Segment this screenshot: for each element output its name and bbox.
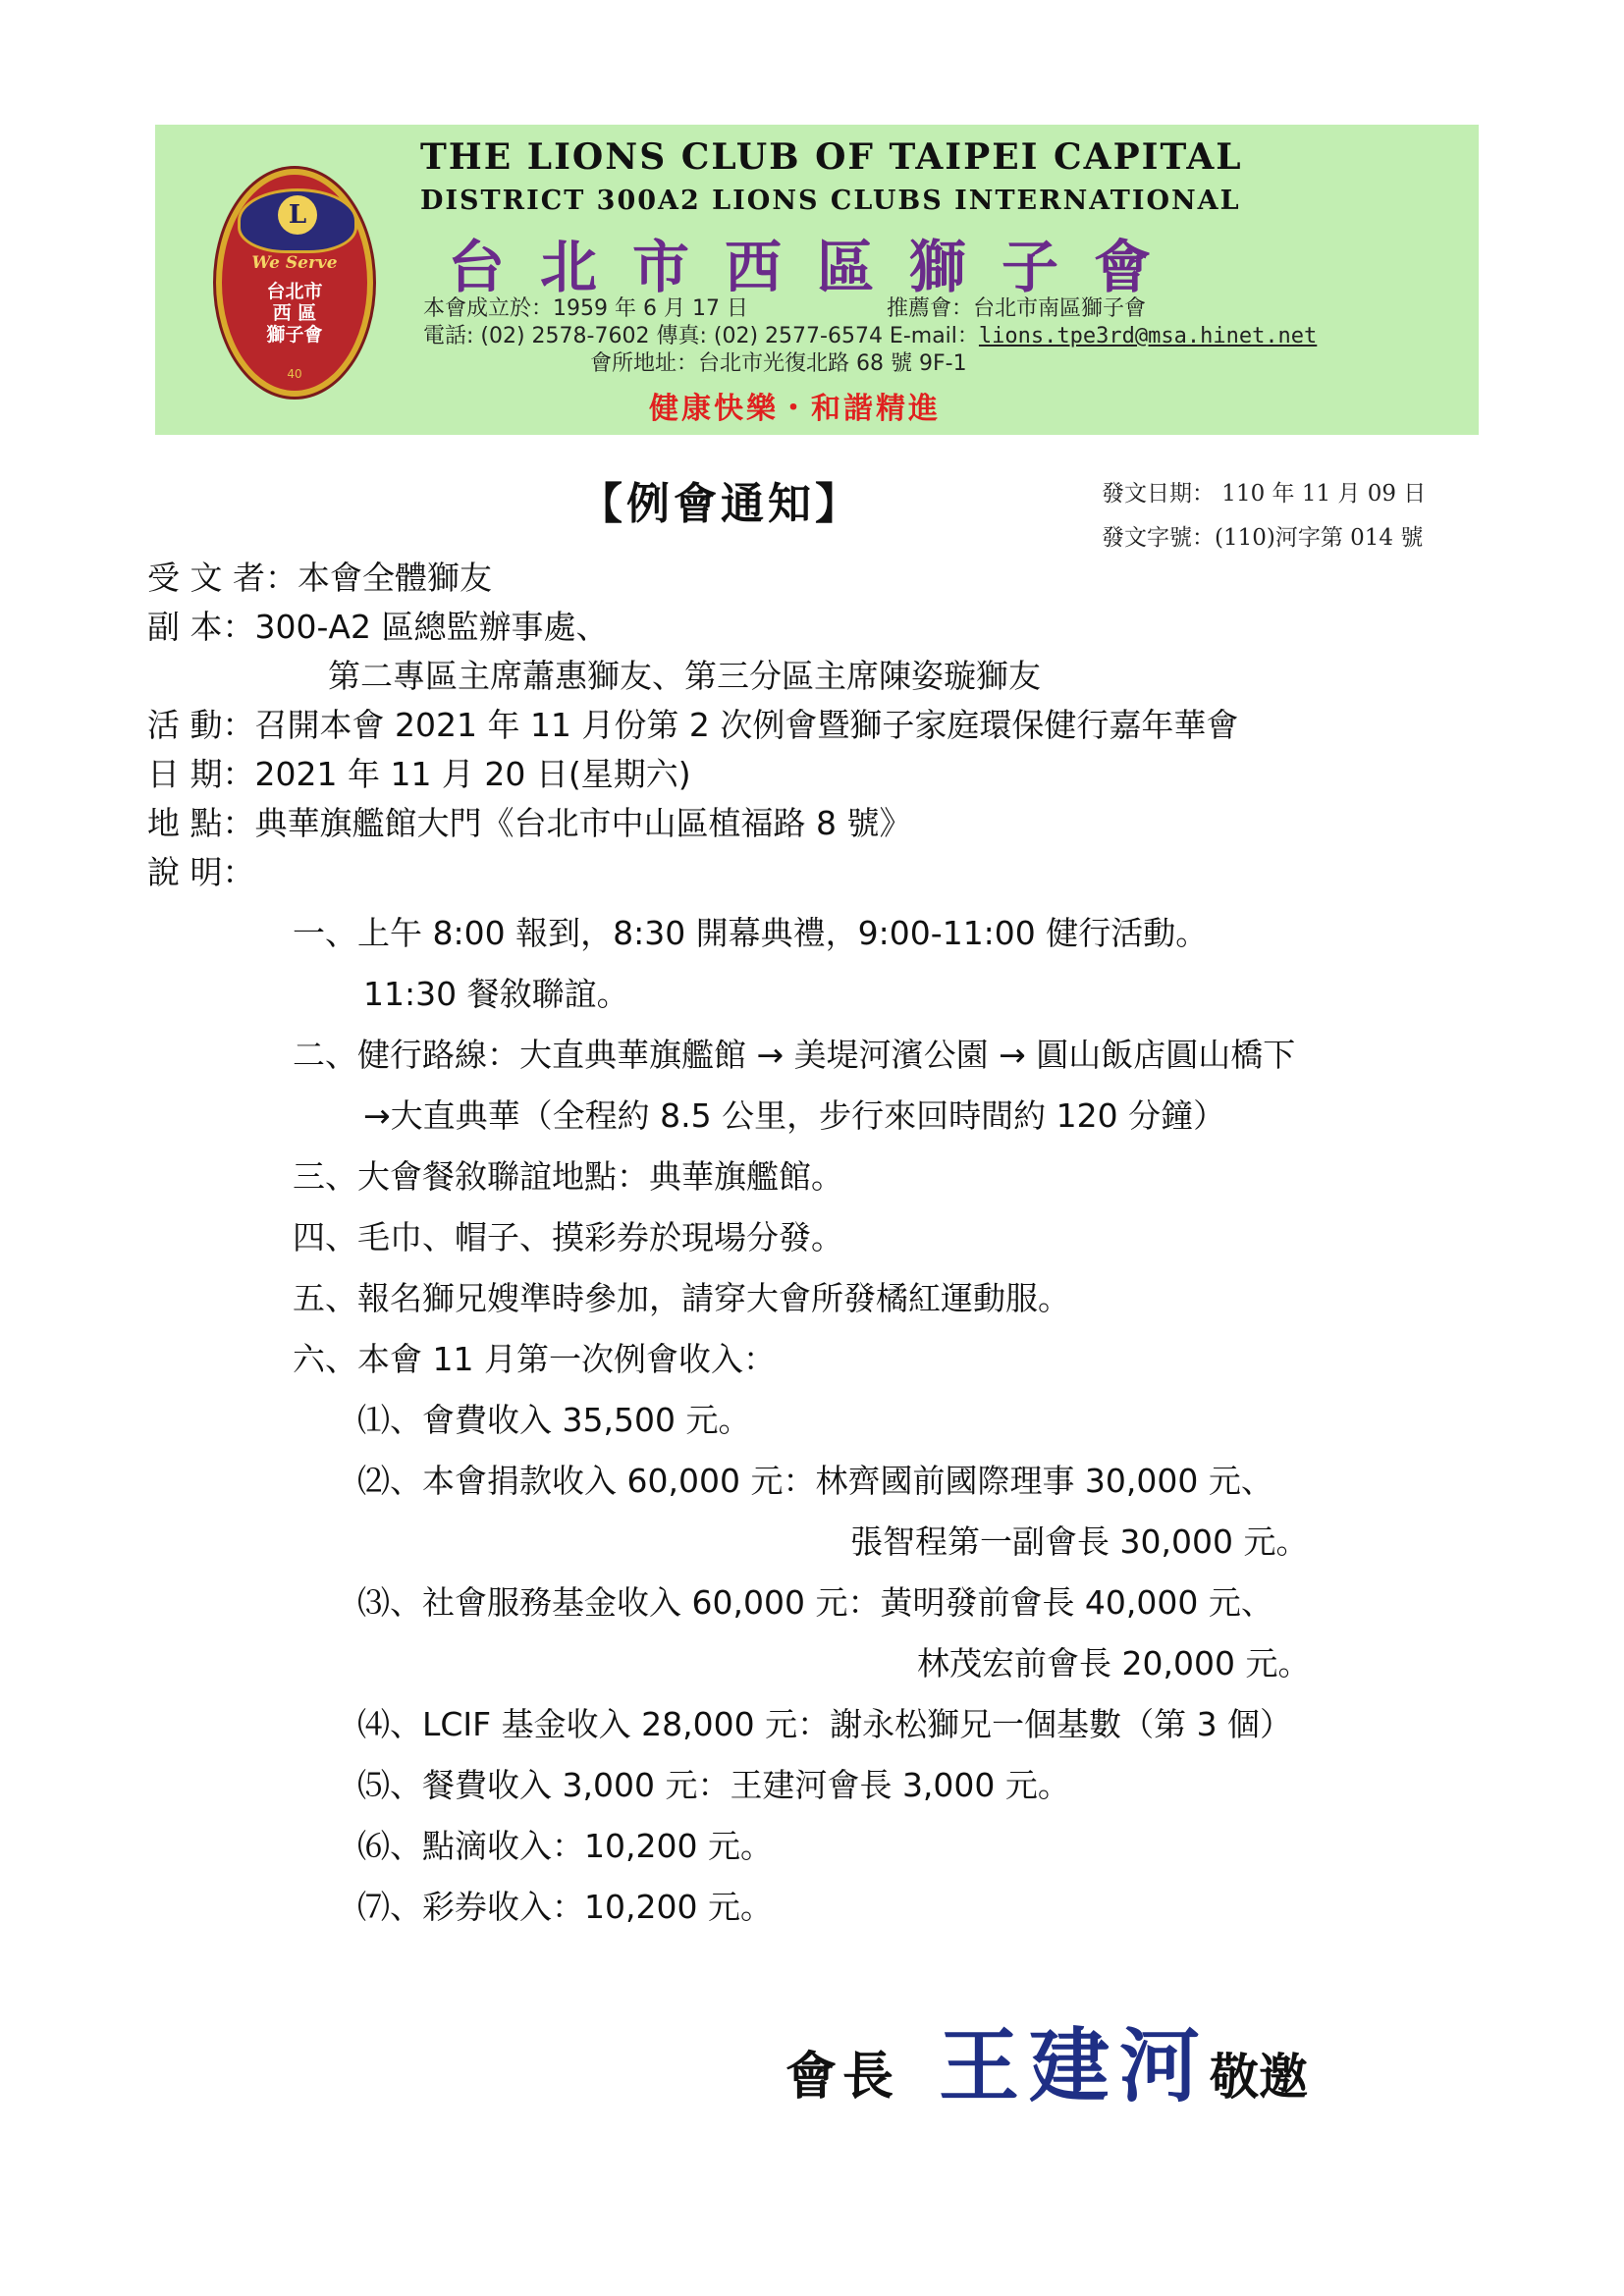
club-name-cn: 台北市西區獅子會 bbox=[448, 234, 1187, 300]
signature-title: 會長 bbox=[785, 2047, 900, 2107]
lions-emblem-icon: L bbox=[278, 195, 317, 235]
founded-date: 本會成立於：1959 年 6 月 17 日 bbox=[423, 296, 748, 321]
sub-item: ⑸、餐費收入 3,000 元：王建河會長 3,000 元。 bbox=[357, 1766, 1070, 1804]
place-line: 地 點：典華旗艦館大門《台北市中山區植福路 8 號》 bbox=[147, 804, 912, 842]
activity-line: 活 動：召開本會 2021 年 11 月份第 2 次例會暨獅子家庭環保健行嘉年華會 bbox=[147, 706, 1239, 744]
logo-club-name: 台北市 西 區 獅子會 bbox=[266, 281, 323, 346]
logo-motto: We Serve bbox=[251, 253, 338, 273]
district-name: DISTRICT 300A2 LIONS CLUBS INTERNATIONAL bbox=[420, 186, 1241, 216]
letterhead bbox=[155, 125, 1479, 435]
logo-number: 40 bbox=[287, 367, 302, 381]
sub-item: ⑶、社會服務基金收入 60,000 元：黃明發前會長 40,000 元、 bbox=[357, 1583, 1273, 1622]
sub-item: 林茂宏前會長 20,000 元。 bbox=[917, 1644, 1311, 1682]
sub-item: ⑴、會費收入 35,500 元。 bbox=[357, 1401, 751, 1439]
sub-item: ⑺、彩券收入：10,200 元。 bbox=[357, 1888, 773, 1926]
email-link[interactable]: lions.tpe3rd@msa.hinet.net bbox=[978, 324, 1318, 348]
list-item: 六、本會 11 月第一次例會收入： bbox=[293, 1340, 776, 1378]
sponsor-club: 推薦會：台北市南區獅子會 bbox=[887, 296, 1147, 321]
sub-item: ⑷、LCIF 基金收入 28,000 元：謝永松獅兄一個基數（第 3 個） bbox=[357, 1705, 1293, 1743]
logo-emblem-band bbox=[238, 188, 357, 253]
sub-item: 張智程第一副會長 30,000 元。 bbox=[850, 1522, 1309, 1561]
sub-item: ⑵、本會捐款收入 60,000 元：林齊國前國際理事 30,000 元、 bbox=[357, 1462, 1273, 1500]
signature-name: 王建河 bbox=[939, 2019, 1211, 2113]
signature-block bbox=[785, 2002, 1308, 2117]
date-line: 日 期：2021 年 11 月 20 日(星期六) bbox=[147, 755, 691, 793]
issue-number: 發文字號：(110)河字第 014 號 bbox=[1102, 525, 1424, 551]
copy-line: 副 本：300-A2 區總監辦事處、 bbox=[147, 608, 609, 646]
list-item: 11:30 餐敘聯誼。 bbox=[363, 975, 629, 1013]
notice-title: 【例會通知】 bbox=[579, 479, 862, 529]
signature-closing: 敬邀 bbox=[1210, 2048, 1309, 2106]
club-slogan: 健康快樂・和諧精進 bbox=[649, 392, 941, 426]
list-item: 四、毛巾、帽子、摸彩券於現場分發。 bbox=[293, 1218, 843, 1256]
list-item: 二、健行路線：大直典華旗艦館 → 美堤河濱公園 → 圓山飯店圓山橋下 bbox=[293, 1036, 1296, 1074]
list-item: 五、報名獅兄嫂準時參加，請穿大會所發橘紅運動服。 bbox=[293, 1279, 1070, 1317]
issue-date: 發文日期： 110 年 11 月 09 日 bbox=[1102, 481, 1427, 507]
list-item: →大直典華（全程約 8.5 公里，步行來回時間約 120 分鐘） bbox=[363, 1096, 1226, 1135]
copy-continuation: 第二專區主席蕭惠獅友、第三分區主席陳姿璇獅友 bbox=[328, 657, 1041, 695]
list-item: 一、上午 8:00 報到，8:30 開幕典禮，9:00-11:00 健行活動。 bbox=[293, 914, 1209, 952]
lions-club-logo bbox=[216, 169, 373, 397]
club-name-en: THE LIONS CLUB OF TAIPEI CAPITAL bbox=[420, 136, 1243, 178]
sub-item: ⑹、點滴收入：10,200 元。 bbox=[357, 1827, 773, 1865]
description-label: 說 明： bbox=[147, 853, 255, 891]
contact-line bbox=[423, 319, 1317, 349]
club-address: 會所地址：台北市光復北路 68 號 9F-1 bbox=[590, 351, 967, 376]
list-item: 三、大會餐敘聯誼地點：典華旗艦館。 bbox=[293, 1157, 843, 1196]
phone-fax: 電話: (02) 2578-7602 傳真: (02) 2577-6574 E-mail： bbox=[423, 324, 979, 348]
recipient-line: 受 文 者：本會全體獅友 bbox=[147, 559, 492, 597]
